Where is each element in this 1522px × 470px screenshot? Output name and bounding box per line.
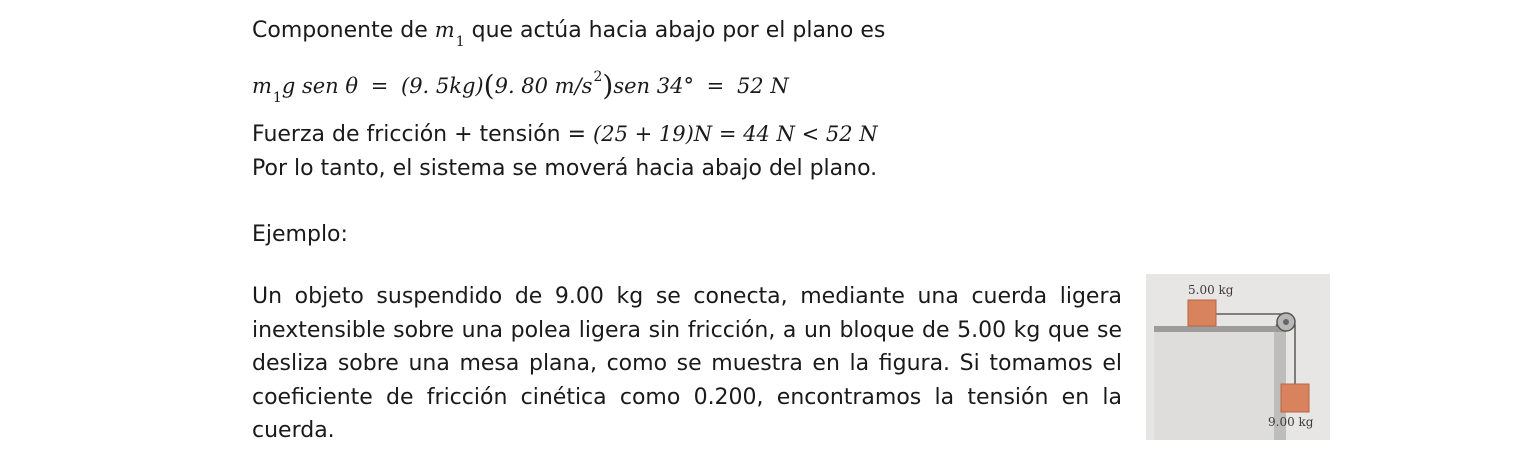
example-paragraph: Un objeto suspendido de 9.00 kg se conecta, mediante una cuerda ligera inextensible sobre una polea ligera sin fricción, a un bloque de 5.00 kg que se desliza sobre una mesa plana, como se muestra en la figura. Si tomamos el coeficiente de fricción cinética como 0.200, encontramos la tensión en la cuerda. (252, 284, 1122, 443)
friction-text: Fuerza de fricción + tensión = (252, 122, 587, 147)
intro-line (252, 16, 886, 50)
intro-text-after: que actúa hacia abajo por el plano es (471, 18, 886, 43)
intro-text-before: Componente de (252, 18, 428, 43)
mass-symbol: $m_1$ (434, 18, 465, 50)
equation-g-exponent: 2 (593, 69, 603, 85)
label-hanging-block: 9.00 kg (1268, 415, 1314, 429)
equation-mass-term: (9. 5kg) (401, 74, 484, 98)
equation-sen-term: sen 34° (613, 74, 694, 98)
pulley-diagram (1146, 274, 1330, 440)
equation-equals-2: = (706, 74, 725, 98)
equation-close-paren: ) (602, 69, 614, 102)
friction-line (252, 120, 878, 149)
equation-equals-1: = (370, 74, 389, 98)
equation-mass-subscript: 1 (272, 90, 282, 106)
friction-math: (25 + 19)N = 44 N < 52 N (593, 122, 878, 146)
equation-mass-symbol: $m_1$ (252, 74, 282, 106)
equation-open-paren: ( (483, 69, 495, 102)
hanging-block (1281, 384, 1309, 412)
table-top (1154, 326, 1286, 332)
conclusion-line: Por lo tanto, el sistema se moverá hacia abajo del plano. (252, 156, 878, 181)
table-body (1154, 332, 1286, 440)
equation-result: 52 N (736, 74, 789, 98)
pulley-axle (1283, 319, 1289, 325)
example-heading: Ejemplo: (252, 222, 348, 247)
equation-left-rest: g sen θ (281, 74, 359, 98)
block-on-table (1188, 300, 1216, 326)
equation-g-value: 9. 80 m/s (494, 74, 593, 98)
pulley-figure (1146, 274, 1330, 440)
label-top-block: 5.00 kg (1188, 283, 1234, 297)
mass-subscript: 1 (455, 34, 465, 50)
force-equation (252, 69, 789, 106)
